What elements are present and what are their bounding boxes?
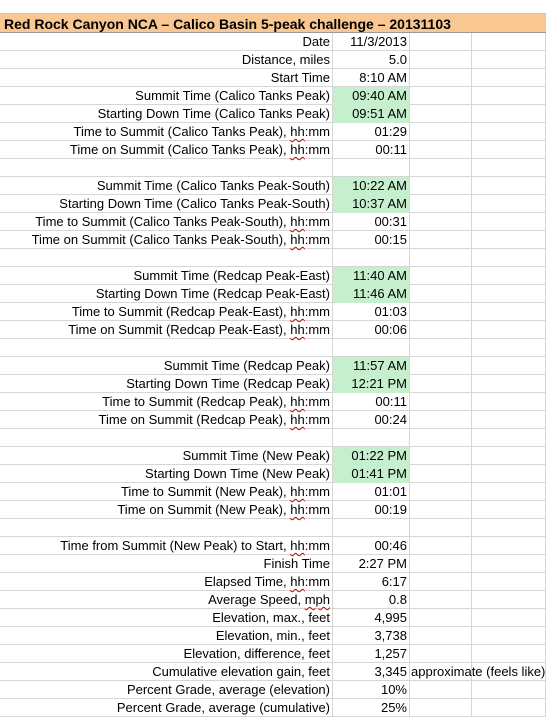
- row-value: 11/3/2013: [350, 34, 407, 49]
- row-note-cell[interactable]: [410, 213, 472, 231]
- row-label-tail: :mm: [304, 232, 330, 247]
- row-label: Time to Summit (New Peak),: [120, 484, 291, 499]
- table-row: [0, 429, 546, 447]
- table-row: [0, 357, 546, 375]
- row-label-unit: hh: [290, 322, 305, 337]
- row-label-cell[interactable]: [0, 267, 333, 285]
- row-label-cell[interactable]: [0, 501, 333, 519]
- row-note-cell[interactable]: [410, 231, 472, 249]
- row-value: 6:17: [381, 574, 407, 589]
- table-row: [0, 375, 546, 393]
- table-row: [0, 69, 546, 87]
- row-label-cell[interactable]: [0, 339, 333, 357]
- table-row: [0, 303, 546, 321]
- row-value-cell[interactable]: [333, 357, 410, 375]
- row-value-cell[interactable]: [333, 501, 410, 519]
- row-label: Distance, miles: [241, 52, 330, 67]
- row-label-cell[interactable]: [0, 447, 333, 465]
- empty-cell[interactable]: [472, 573, 546, 591]
- table-row: [0, 285, 546, 303]
- row-label-cell[interactable]: [0, 465, 333, 483]
- row-note-cell[interactable]: [410, 537, 472, 555]
- row-label-cell[interactable]: [0, 519, 333, 537]
- row-label-cell[interactable]: [0, 69, 333, 87]
- row-label-unit: hh: [290, 502, 305, 517]
- table-row: [0, 645, 546, 663]
- empty-cell[interactable]: [472, 699, 546, 717]
- row-label-tail: :mm: [304, 124, 330, 139]
- row-value-cell[interactable]: [333, 375, 410, 393]
- row-label: Starting Down Time (Calico Tanks Peak): [97, 106, 330, 121]
- row-label-unit: hh: [290, 214, 305, 229]
- row-value-cell[interactable]: [333, 645, 410, 663]
- row-label: Cumulative elevation gain, feet: [152, 664, 330, 679]
- row-value-cell[interactable]: [333, 177, 410, 195]
- row-value: 0.8: [388, 592, 407, 607]
- empty-cell[interactable]: [472, 537, 546, 555]
- row-label: Summit Time (Calico Tanks Peak): [135, 88, 330, 103]
- row-value-cell[interactable]: [333, 123, 410, 141]
- table-row: [0, 627, 546, 645]
- row-label-tail: :mm: [304, 538, 330, 553]
- row-label: Percent Grade, average (cumulative): [116, 700, 330, 715]
- row-label-cell[interactable]: [0, 51, 333, 69]
- row-value-cell[interactable]: [333, 609, 410, 627]
- row-value-cell[interactable]: [333, 429, 410, 447]
- row-label-cell[interactable]: [0, 627, 333, 645]
- row-label: Average Speed,: [208, 592, 305, 607]
- row-label-tail: :mm: [304, 574, 330, 589]
- row-label-tail: :mm: [304, 502, 330, 517]
- row-value-cell[interactable]: [333, 303, 410, 321]
- row-value: 00:11: [375, 394, 407, 409]
- empty-cell[interactable]: [472, 267, 546, 285]
- row-label-cell[interactable]: [0, 393, 333, 411]
- row-label-unit: hh: [290, 538, 305, 553]
- row-value: 01:29: [374, 124, 407, 139]
- sheet-title: Red Rock Canyon NCA – Calico Basin 5-peak challenge – 20131103: [4, 16, 451, 32]
- table-row: [0, 411, 546, 429]
- table-row: [0, 231, 546, 249]
- row-label-unit: hh: [290, 304, 305, 319]
- table-row: [0, 249, 546, 267]
- row-label: Finish Time: [263, 556, 330, 571]
- row-value-cell[interactable]: [333, 141, 410, 159]
- row-value-cell[interactable]: [333, 699, 410, 717]
- row-value: 2:27 PM: [358, 556, 407, 571]
- row-label-tail: :mm: [304, 214, 330, 229]
- row-value: 4,995: [374, 610, 407, 625]
- row-value-cell[interactable]: [333, 627, 410, 645]
- empty-cell[interactable]: [472, 627, 546, 645]
- row-label-unit: hh: [290, 394, 305, 409]
- row-note-cell[interactable]: [410, 699, 472, 717]
- empty-cell[interactable]: [472, 123, 546, 141]
- row-value: 11:46 AM: [353, 286, 407, 301]
- row-note-cell[interactable]: [410, 609, 472, 627]
- row-value: 11:40 AM: [353, 268, 407, 283]
- row-label-cell[interactable]: [0, 213, 333, 231]
- table-row: [0, 447, 546, 465]
- row-note-cell[interactable]: [410, 393, 472, 411]
- row-note-cell[interactable]: [410, 465, 472, 483]
- table-row: [0, 267, 546, 285]
- table-row: [0, 159, 546, 177]
- row-note-cell[interactable]: [410, 123, 472, 141]
- row-label: Time on Summit (New Peak),: [117, 502, 291, 517]
- row-label-unit: hh: [290, 412, 305, 427]
- empty-cell[interactable]: [472, 141, 546, 159]
- row-note-cell[interactable]: [410, 267, 472, 285]
- row-note-cell[interactable]: [410, 411, 472, 429]
- row-note-cell[interactable]: [410, 339, 472, 357]
- row-value: 01:41 PM: [351, 466, 407, 481]
- row-value-cell[interactable]: [333, 213, 410, 231]
- data-rows: [0, 33, 546, 717]
- row-note-cell[interactable]: [410, 483, 472, 501]
- empty-cell[interactable]: [472, 159, 546, 177]
- empty-cell[interactable]: [472, 87, 546, 105]
- row-value: 00:06: [374, 322, 407, 337]
- empty-cell[interactable]: [472, 519, 546, 537]
- row-value: 00:11: [375, 142, 407, 157]
- row-note: approximate (feels like): [411, 664, 546, 679]
- row-note-cell[interactable]: [410, 681, 472, 699]
- row-value-cell[interactable]: [333, 573, 410, 591]
- empty-cell[interactable]: [472, 681, 546, 699]
- row-value: 10:37 AM: [352, 196, 407, 211]
- row-value-cell[interactable]: [333, 285, 410, 303]
- empty-cell[interactable]: [472, 501, 546, 519]
- row-note-cell[interactable]: [410, 159, 472, 177]
- row-label: Start Time: [270, 70, 330, 85]
- row-value-cell[interactable]: [333, 537, 410, 555]
- row-label-cell[interactable]: [0, 591, 333, 609]
- row-value: 00:19: [374, 502, 407, 517]
- row-label: Summit Time (Calico Tanks Peak-South): [96, 178, 330, 193]
- row-value: 3,345: [374, 664, 407, 679]
- row-label: Time to Summit (Redcap Peak-East),: [71, 304, 291, 319]
- empty-cell[interactable]: [472, 555, 546, 573]
- title-row[interactable]: [0, 13, 546, 33]
- row-note-cell[interactable]: [410, 519, 472, 537]
- empty-cell[interactable]: [472, 393, 546, 411]
- row-label: Starting Down Time (Redcap Peak): [126, 376, 330, 391]
- row-label-cell[interactable]: [0, 555, 333, 573]
- empty-cell[interactable]: [472, 375, 546, 393]
- row-label-cell[interactable]: [0, 195, 333, 213]
- row-label: Time on Summit (Redcap Peak),: [98, 412, 291, 427]
- row-value: 01:01: [374, 484, 407, 499]
- empty-cell[interactable]: [472, 645, 546, 663]
- row-label: Summit Time (Redcap Peak): [163, 358, 330, 373]
- row-value-cell[interactable]: [333, 339, 410, 357]
- row-note-cell[interactable]: [410, 663, 546, 681]
- row-value-cell[interactable]: [333, 483, 410, 501]
- row-label-tail: :mm: [304, 484, 330, 499]
- row-value: 10%: [380, 682, 407, 697]
- row-label: Summit Time (New Peak): [182, 448, 330, 463]
- empty-cell[interactable]: [472, 591, 546, 609]
- row-label-cell[interactable]: [0, 681, 333, 699]
- empty-cell[interactable]: [472, 321, 546, 339]
- row-label: Time to Summit (Calico Tanks Peak-South),: [35, 214, 291, 229]
- empty-cell[interactable]: [472, 411, 546, 429]
- row-value: 8:10 AM: [359, 70, 407, 85]
- row-value: 09:40 AM: [352, 88, 407, 103]
- row-value: 01:03: [374, 304, 407, 319]
- row-value: 00:15: [374, 232, 407, 247]
- row-note-cell[interactable]: [410, 591, 472, 609]
- row-label-cell[interactable]: [0, 231, 333, 249]
- row-value: 09:51 AM: [352, 106, 407, 121]
- row-label-cell[interactable]: [0, 429, 333, 447]
- row-label-cell[interactable]: [0, 33, 333, 51]
- table-row: [0, 465, 546, 483]
- row-label-cell[interactable]: [0, 177, 333, 195]
- row-note-cell[interactable]: [410, 429, 472, 447]
- row-label-cell[interactable]: [0, 321, 333, 339]
- row-label-unit: hh: [290, 142, 305, 157]
- row-label-cell[interactable]: [0, 357, 333, 375]
- row-note-cell[interactable]: [410, 501, 472, 519]
- table-row: [0, 573, 546, 591]
- empty-cell[interactable]: [472, 51, 546, 69]
- table-row: [0, 195, 546, 213]
- row-label-cell[interactable]: [0, 609, 333, 627]
- row-label-cell[interactable]: [0, 303, 333, 321]
- table-row: [0, 393, 546, 411]
- row-label: Date: [302, 34, 330, 49]
- row-value-cell[interactable]: [333, 33, 410, 51]
- row-label: Elapsed Time,: [204, 574, 291, 589]
- row-value: 25%: [380, 700, 407, 715]
- table-row: [0, 33, 546, 51]
- row-value: 10:22 AM: [352, 178, 407, 193]
- row-label-tail: :mm: [304, 412, 330, 427]
- row-label: Time to Summit (Calico Tanks Peak),: [73, 124, 291, 139]
- row-value: 12:21 PM: [351, 376, 407, 391]
- table-row: [0, 87, 546, 105]
- table-row: [0, 501, 546, 519]
- row-label: Starting Down Time (Calico Tanks Peak-South): [59, 196, 330, 211]
- row-value-cell[interactable]: [333, 663, 410, 681]
- table-row: [0, 339, 546, 357]
- row-label-cell[interactable]: [0, 699, 333, 717]
- row-label: Time on Summit (Redcap Peak-East),: [68, 322, 291, 337]
- table-row: [0, 681, 546, 699]
- row-label: Starting Down Time (Redcap Peak-East): [95, 286, 330, 301]
- row-value: 5.0: [388, 52, 407, 67]
- row-note-cell[interactable]: [410, 357, 472, 375]
- empty-cell[interactable]: [472, 231, 546, 249]
- row-value-cell[interactable]: [333, 159, 410, 177]
- row-note-cell[interactable]: [410, 321, 472, 339]
- row-value-cell[interactable]: [333, 519, 410, 537]
- row-label-unit: hh: [290, 484, 305, 499]
- row-label-tail: :mm: [304, 322, 330, 337]
- empty-cell[interactable]: [472, 357, 546, 375]
- empty-cell[interactable]: [472, 303, 546, 321]
- row-label-cell[interactable]: [0, 483, 333, 501]
- row-note-cell[interactable]: [410, 51, 472, 69]
- row-value-cell[interactable]: [333, 411, 410, 429]
- row-label-unit: mph: [304, 592, 330, 607]
- row-value-cell[interactable]: [333, 87, 410, 105]
- row-label-tail: :mm: [304, 304, 330, 319]
- row-value: 3,738: [374, 628, 407, 643]
- row-label: Time from Summit (New Peak) to Start,: [60, 538, 291, 553]
- row-label-unit: hh: [290, 124, 305, 139]
- row-label-cell[interactable]: [0, 105, 333, 123]
- row-value-cell[interactable]: [333, 195, 410, 213]
- row-label-cell[interactable]: [0, 87, 333, 105]
- empty-cell[interactable]: [472, 249, 546, 267]
- row-label: Time to Summit (Redcap Peak),: [102, 394, 291, 409]
- row-value-cell[interactable]: [333, 231, 410, 249]
- row-label-cell[interactable]: [0, 141, 333, 159]
- empty-cell[interactable]: [472, 195, 546, 213]
- row-label-cell[interactable]: [0, 285, 333, 303]
- row-note-cell[interactable]: [410, 285, 472, 303]
- row-value-cell[interactable]: [333, 393, 410, 411]
- row-label: Elevation, difference, feet: [183, 646, 330, 661]
- row-note-cell[interactable]: [410, 447, 472, 465]
- row-note-cell[interactable]: [410, 627, 472, 645]
- row-value: 00:31: [374, 214, 407, 229]
- row-note-cell[interactable]: [410, 195, 472, 213]
- row-note-cell[interactable]: [410, 141, 472, 159]
- row-label-tail: :mm: [304, 142, 330, 157]
- row-value: 00:24: [374, 412, 407, 427]
- row-note-cell[interactable]: [410, 375, 472, 393]
- row-label-unit: hh: [290, 574, 305, 589]
- row-note-cell[interactable]: [410, 87, 472, 105]
- row-label-unit: hh: [290, 232, 305, 247]
- table-row: [0, 537, 546, 555]
- row-label: Time on Summit (Calico Tanks Peak-South),: [31, 232, 291, 247]
- table-row: [0, 123, 546, 141]
- row-note-cell[interactable]: [410, 69, 472, 87]
- row-label-cell[interactable]: [0, 573, 333, 591]
- row-value-cell[interactable]: [333, 555, 410, 573]
- row-label: Elevation, max., feet: [212, 610, 330, 625]
- empty-cell[interactable]: [472, 339, 546, 357]
- row-label-cell[interactable]: [0, 663, 333, 681]
- row-note-cell[interactable]: [410, 303, 472, 321]
- row-label-tail: :mm: [304, 394, 330, 409]
- row-note-cell[interactable]: [410, 177, 472, 195]
- empty-cell[interactable]: [472, 465, 546, 483]
- row-note-cell[interactable]: [410, 33, 472, 51]
- row-label: Time on Summit (Calico Tanks Peak),: [69, 142, 291, 157]
- row-note-cell[interactable]: [410, 249, 472, 267]
- row-label-cell[interactable]: [0, 375, 333, 393]
- empty-cell[interactable]: [472, 447, 546, 465]
- row-value-cell[interactable]: [333, 465, 410, 483]
- empty-cell[interactable]: [472, 105, 546, 123]
- empty-cell[interactable]: [472, 609, 546, 627]
- row-note-cell[interactable]: [410, 573, 472, 591]
- table-row: [0, 483, 546, 501]
- empty-cell[interactable]: [472, 33, 546, 51]
- row-label-cell[interactable]: [0, 411, 333, 429]
- row-label: Elevation, min., feet: [215, 628, 330, 643]
- row-label-cell[interactable]: [0, 159, 333, 177]
- table-row: [0, 555, 546, 573]
- row-value-cell[interactable]: [333, 321, 410, 339]
- table-row: [0, 519, 546, 537]
- table-row: [0, 177, 546, 195]
- empty-cell[interactable]: [472, 483, 546, 501]
- row-note-cell[interactable]: [410, 645, 472, 663]
- row-value-cell[interactable]: [333, 267, 410, 285]
- row-value-cell[interactable]: [333, 249, 410, 267]
- table-row: [0, 663, 546, 681]
- row-value: 11:57 AM: [353, 358, 407, 373]
- row-value: 00:46: [374, 538, 407, 553]
- row-note-cell[interactable]: [410, 105, 472, 123]
- row-value-cell[interactable]: [333, 69, 410, 87]
- row-value-cell[interactable]: [333, 447, 410, 465]
- row-label-cell[interactable]: [0, 537, 333, 555]
- table-row: [0, 699, 546, 717]
- table-row: [0, 105, 546, 123]
- empty-cell[interactable]: [472, 177, 546, 195]
- row-label: Starting Down Time (New Peak): [145, 466, 330, 481]
- row-value-cell[interactable]: [333, 105, 410, 123]
- row-label-cell[interactable]: [0, 249, 333, 267]
- row-value-cell[interactable]: [333, 681, 410, 699]
- empty-cell[interactable]: [472, 285, 546, 303]
- empty-cell[interactable]: [472, 69, 546, 87]
- row-value: 01:22 PM: [351, 448, 407, 463]
- row-label-cell[interactable]: [0, 123, 333, 141]
- table-row: [0, 609, 546, 627]
- table-row: [0, 321, 546, 339]
- row-note-cell[interactable]: [410, 555, 472, 573]
- empty-cell[interactable]: [472, 429, 546, 447]
- row-value-cell[interactable]: [333, 51, 410, 69]
- row-value-cell[interactable]: [333, 591, 410, 609]
- row-label: Percent Grade, average (elevation): [126, 682, 330, 697]
- row-label: Summit Time (Redcap Peak-East): [133, 268, 330, 283]
- table-row: [0, 591, 546, 609]
- table-row: [0, 213, 546, 231]
- table-row: [0, 141, 546, 159]
- row-value: 1,257: [374, 646, 407, 661]
- empty-cell[interactable]: [472, 213, 546, 231]
- table-row: [0, 51, 546, 69]
- row-label-cell[interactable]: [0, 645, 333, 663]
